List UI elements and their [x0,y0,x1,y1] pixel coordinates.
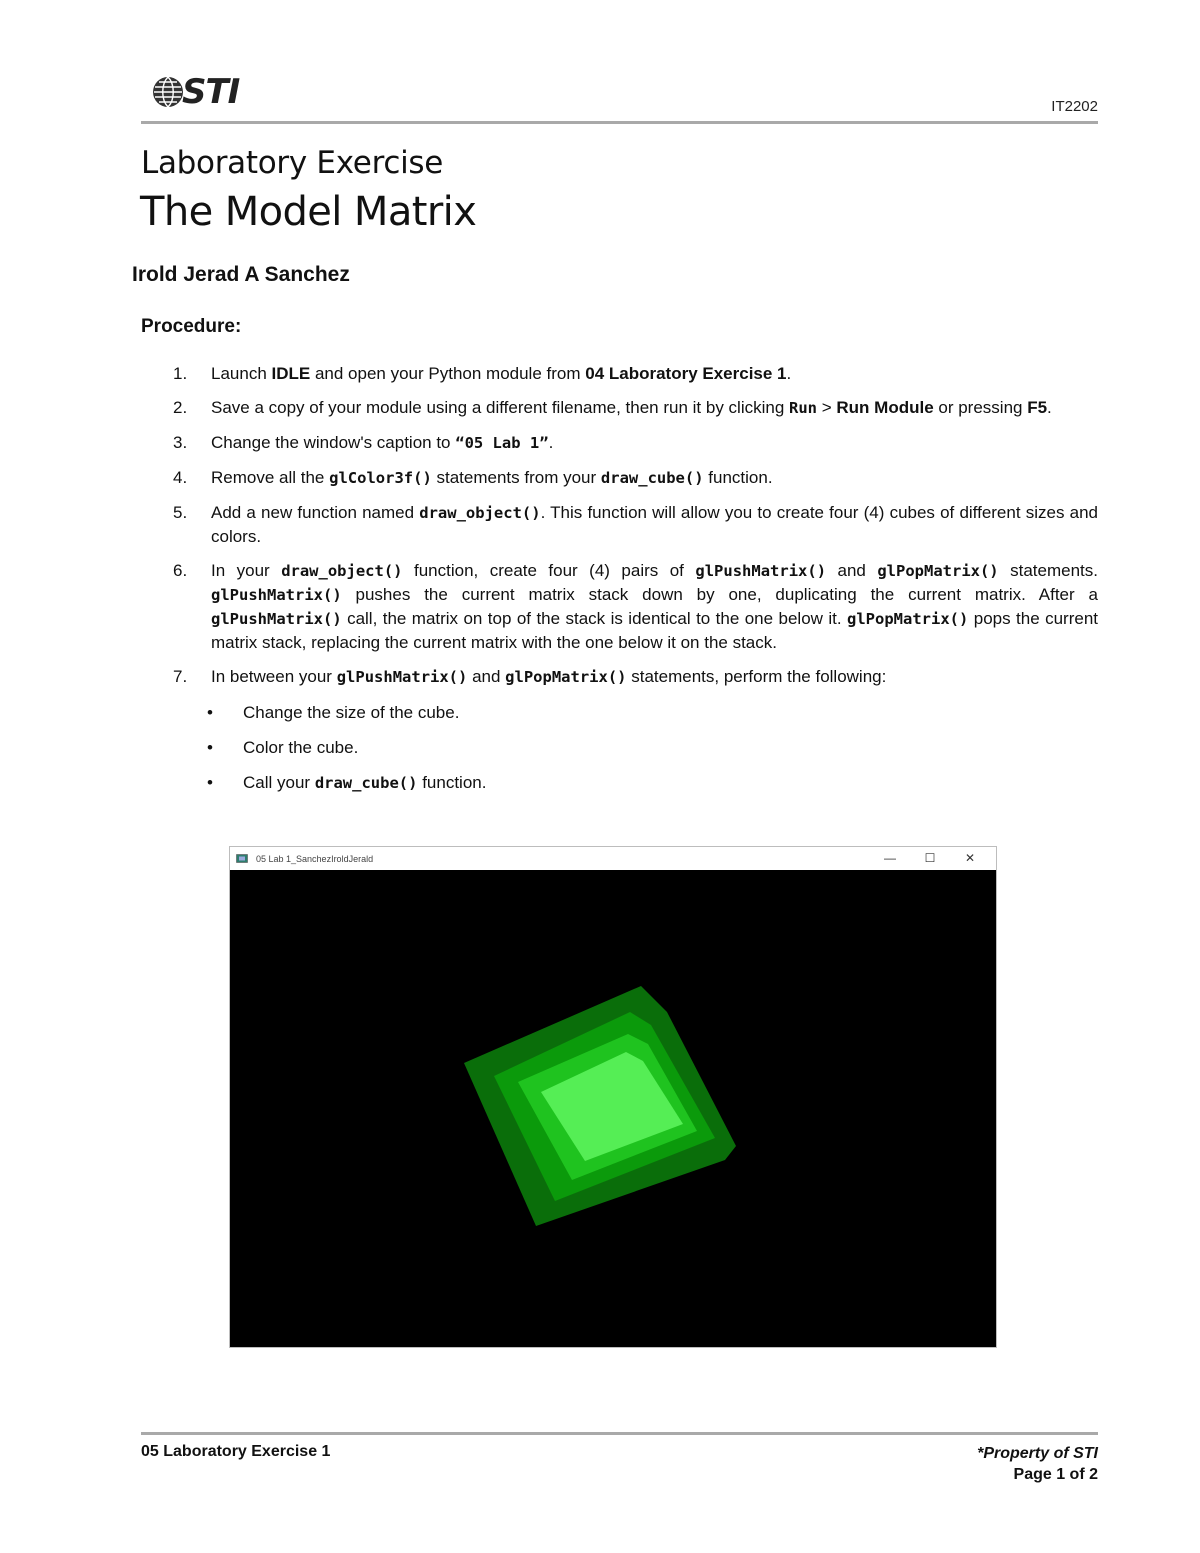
document-title: The Model Matrix [140,189,477,235]
maximize-button[interactable]: ☐ [924,851,936,865]
sti-logo [150,74,239,110]
bullet-icon: • [207,773,213,792]
step-7 [173,665,1098,689]
bullet-item [207,771,1098,795]
app-window-screenshot [229,846,997,1348]
step-number: 7. [173,667,188,686]
step-number: 2. [173,398,188,417]
window-caption: 05 Lab 1_SanchezIroldJerald [256,853,374,864]
step-6 [173,559,1098,654]
step-1 [173,362,1098,385]
close-button[interactable]: ✕ [964,851,976,865]
step-text: In between your glPushMatrix() and glPopMatrix() statements, perform the following: [211,667,887,686]
step-number: 1. [173,364,188,383]
step-text: Save a copy of your module using a different filename, then run it by clicking Run > Run Module or pressing F5. [211,398,1052,417]
step-number: 5. [173,503,188,522]
page-number: Page 1 of 2 [1013,1466,1098,1483]
document-subtitle: Laboratory Exercise [141,145,444,181]
logo-text: STI [182,72,240,112]
bullet-icon: • [207,703,213,722]
bullet-item [207,736,1098,759]
step-3 [173,431,1098,455]
procedure-steps [173,362,1098,807]
course-code: IT2202 [1051,98,1098,115]
step-4 [173,466,1098,490]
step-number: 6. [173,561,188,580]
footer-right [977,1443,1098,1485]
window-controls [870,847,990,870]
step-2 [173,396,1098,420]
bullet-text: Call your draw_cube() function. [243,773,487,792]
step-text: Launch IDLE and open your Python module from 04 Laboratory Exercise 1. [211,364,792,383]
step-text: Add a new function named draw_object(). This function will allow you to create four (4) cubes of different sizes and colors. [211,503,1098,546]
step-text: In your draw_object() function, create four (4) pairs of glPushMatrix() and glPopMatrix() statements. glPushMatrix() pushes the current matrix stack down by one, duplicating the current matrix. After a glPushMatrix() call, the matrix on top of the stack is identical to the one below it. glPopMatrix() pops the current matrix stack, replacing the current matrix with the one below it on the stack. [211,561,1098,652]
globe-logo-icon [150,74,186,110]
step-text: Change the window's caption to “05 Lab 1”. [211,433,554,452]
rendered-cubes [230,870,996,1347]
minimize-button[interactable]: — [884,851,896,865]
property-notice: *Property of STI [977,1445,1098,1462]
bullet-icon: • [207,738,213,757]
opengl-canvas [230,870,996,1347]
bullet-text: Change the size of the cube. [243,703,460,722]
bullet-item [207,701,1098,724]
app-window-icon [236,854,248,863]
step-number: 4. [173,468,188,487]
window-titlebar [230,847,996,871]
bullet-text: Color the cube. [243,738,359,757]
author-name: Irold Jerad A Sanchez [132,263,350,286]
step-7-bullets [173,701,1098,795]
footer-title: 05 Laboratory Exercise 1 [141,1443,331,1460]
procedure-heading: Procedure: [141,316,242,337]
step-5 [173,501,1098,548]
step-number: 3. [173,433,188,452]
step-text: Remove all the glColor3f() statements from your draw_cube() function. [211,468,773,487]
footer-rule [141,1432,1098,1435]
header-rule [141,121,1098,124]
